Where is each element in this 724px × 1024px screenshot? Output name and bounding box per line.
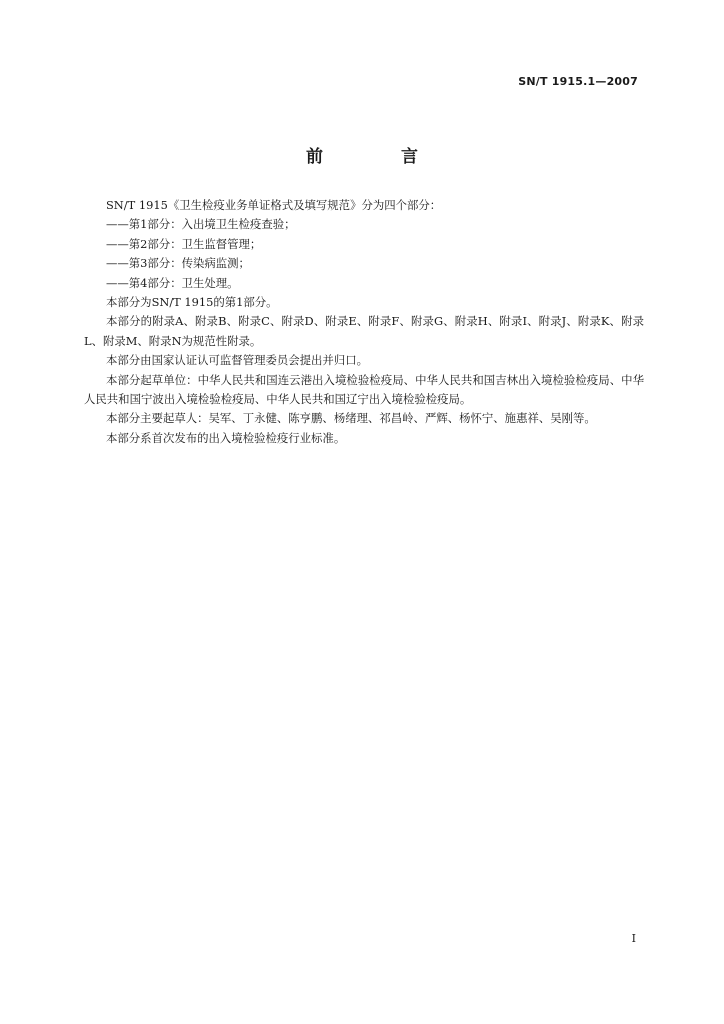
paragraph: 本部分主要起草人：吴军、丁永健、陈亨鹏、杨绪理、祁昌岭、严辉、杨怀宁、施惠祥、吴刚等。: [106, 411, 596, 426]
paragraph: SN/T 1915《卫生检疫业务单证格式及填写规范》分为四个部分：: [106, 198, 442, 212]
page-title: 前 言: [306, 147, 454, 167]
paragraph: 本部分由国家认证认可监督管理委员会提出并归口。: [106, 353, 368, 368]
paragraph: 本部分的附录A、附录B、附录C、附录D、附录E、附录F、附录G、附录H、附录I、附录J、附录K、附录L、附录M、附录N为规范性附录。: [84, 314, 644, 348]
paragraph: ——第3部分：传染病监测；: [106, 256, 250, 271]
paragraph: ——第4部分：卫生处理。: [106, 275, 239, 290]
paragraph: ——第1部分：入出境卫生检疫查验；: [106, 217, 296, 232]
document-body: [84, 196, 644, 448]
paragraph: ——第2部分：卫生监督管理；: [106, 236, 262, 251]
document-code: SN/T 1915.1—2007: [518, 75, 638, 88]
paragraph: 本部分系首次发布的出入境检验检疫行业标准。: [106, 430, 346, 445]
paragraph: 本部分为SN/T 1915的第1部分。: [106, 295, 278, 310]
paragraph: 本部分起草单位：中华人民共和国连云港出入境检验检疫局、中华人民共和国吉林出入境检验检疫局、中华人民共和国宁波出入境检验检疫局、中华人民共和国辽宁出入境检验检疫局。: [84, 372, 644, 407]
page-number: I: [631, 932, 636, 945]
